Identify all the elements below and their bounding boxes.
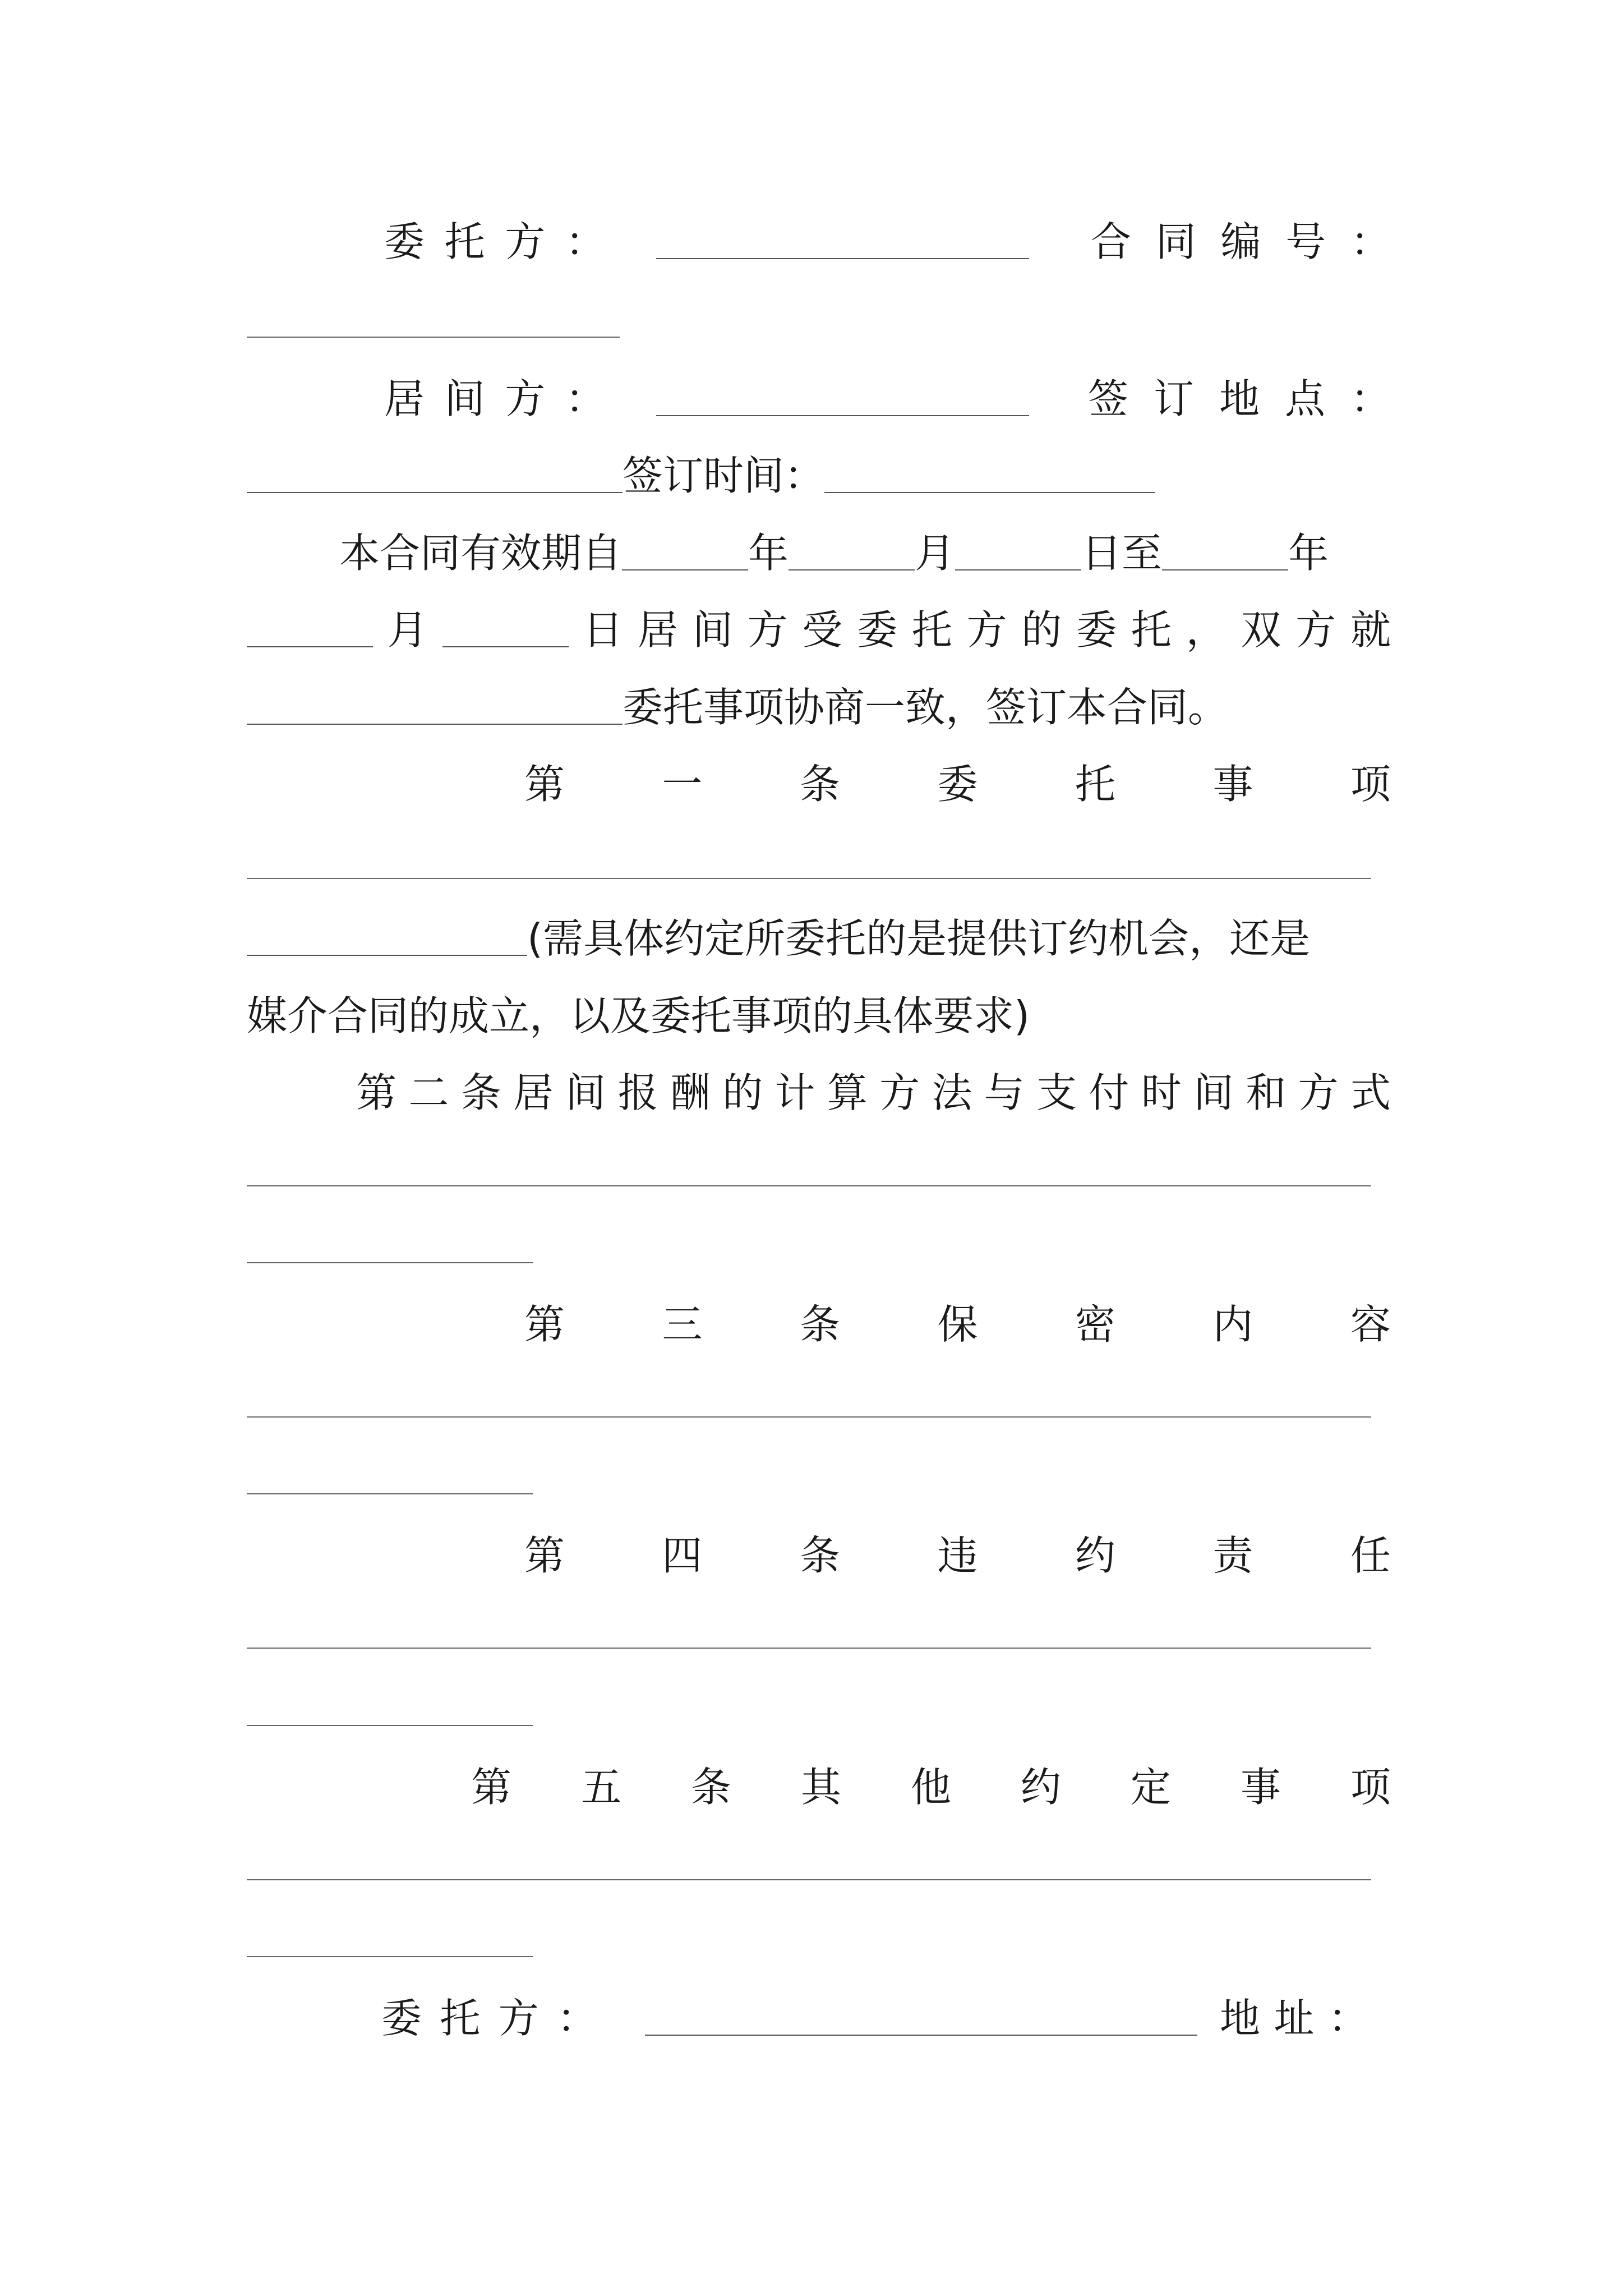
article-1-blank-short[interactable]	[247, 955, 527, 956]
article-3-blank-line[interactable]	[247, 1416, 1371, 1418]
header-row-broker	[384, 375, 1391, 422]
article-1-note-line-2: 媒介合同的成立，以及委托事项的具体要求)	[247, 992, 1030, 1039]
article-5-title: 第 五 条 其 他 约 定 事 项	[471, 1764, 1391, 1811]
end-month-blank[interactable]	[247, 646, 373, 647]
contract-no-label: 合 同 编 号 ：	[1091, 218, 1391, 265]
article-2-title: 第 二 条 居 间 报 酬 的 计 算 方 法 与 支 付 时 间 和 方 式	[356, 1069, 1391, 1116]
contract-no-blank[interactable]	[247, 337, 620, 338]
matter-blank[interactable]	[247, 724, 623, 725]
end-day-blank[interactable]	[442, 646, 569, 647]
article-3-title: 第 三 条 保 密 内 容	[524, 1301, 1391, 1348]
sign-place-blank[interactable]	[247, 492, 623, 493]
intro-line-3: 委托事项协商一致，签订本合同。	[247, 687, 1391, 728]
start-year-blank[interactable]	[622, 569, 748, 570]
footer-row	[381, 1995, 1391, 2042]
article-4-blank-line[interactable]	[247, 1648, 1371, 1649]
sign-time-blank[interactable]	[824, 492, 1155, 493]
article-1-blank-line[interactable]	[247, 878, 1371, 879]
header-row-sign-time	[247, 452, 1391, 499]
article-3-blank-short[interactable]	[247, 1493, 533, 1494]
article-5-blank-line[interactable]	[247, 1879, 1371, 1880]
intro-line-1: 本合同有效期自 年 月 日至 年	[339, 530, 1329, 577]
broker-party-blank[interactable]	[656, 415, 1029, 416]
article-1-note-line-1: (需具体约定所委托的是提供订约机会，还是	[247, 918, 1391, 959]
article-4-title: 第 四 条 违 约 责 任	[524, 1532, 1391, 1579]
address-label: 地 址 ：	[1220, 1995, 1368, 2042]
end-year-blank[interactable]	[1162, 569, 1288, 570]
article-5-blank-short[interactable]	[247, 1956, 533, 1957]
article-2-blank-short[interactable]	[247, 1262, 533, 1263]
sign-time-label: 签订时间：	[623, 452, 825, 499]
entrust-party-blank[interactable]	[656, 258, 1029, 259]
intro-line-2: 月 日 居 间 方 受 委 托 方 的 委 托 ， 双 方 就	[247, 610, 1391, 650]
footer-entrust-party-blank[interactable]	[645, 2035, 1197, 2036]
footer-entrust-party-label: 委 托 方 ：	[381, 1995, 597, 2042]
article-1-title: 第 一 条 委 托 事 项	[524, 761, 1391, 808]
start-month-blank[interactable]	[789, 569, 915, 570]
article-4-blank-short[interactable]	[247, 1725, 533, 1726]
header-row-entrust	[384, 218, 1391, 265]
sign-place-label: 签 订 地 点 ：	[1088, 375, 1391, 422]
entrust-party-label: 委 托 方 ：	[384, 218, 606, 265]
article-2-blank-line[interactable]	[247, 1185, 1371, 1186]
broker-party-label: 居 间 方 ：	[384, 375, 606, 422]
start-day-blank[interactable]	[955, 569, 1081, 570]
